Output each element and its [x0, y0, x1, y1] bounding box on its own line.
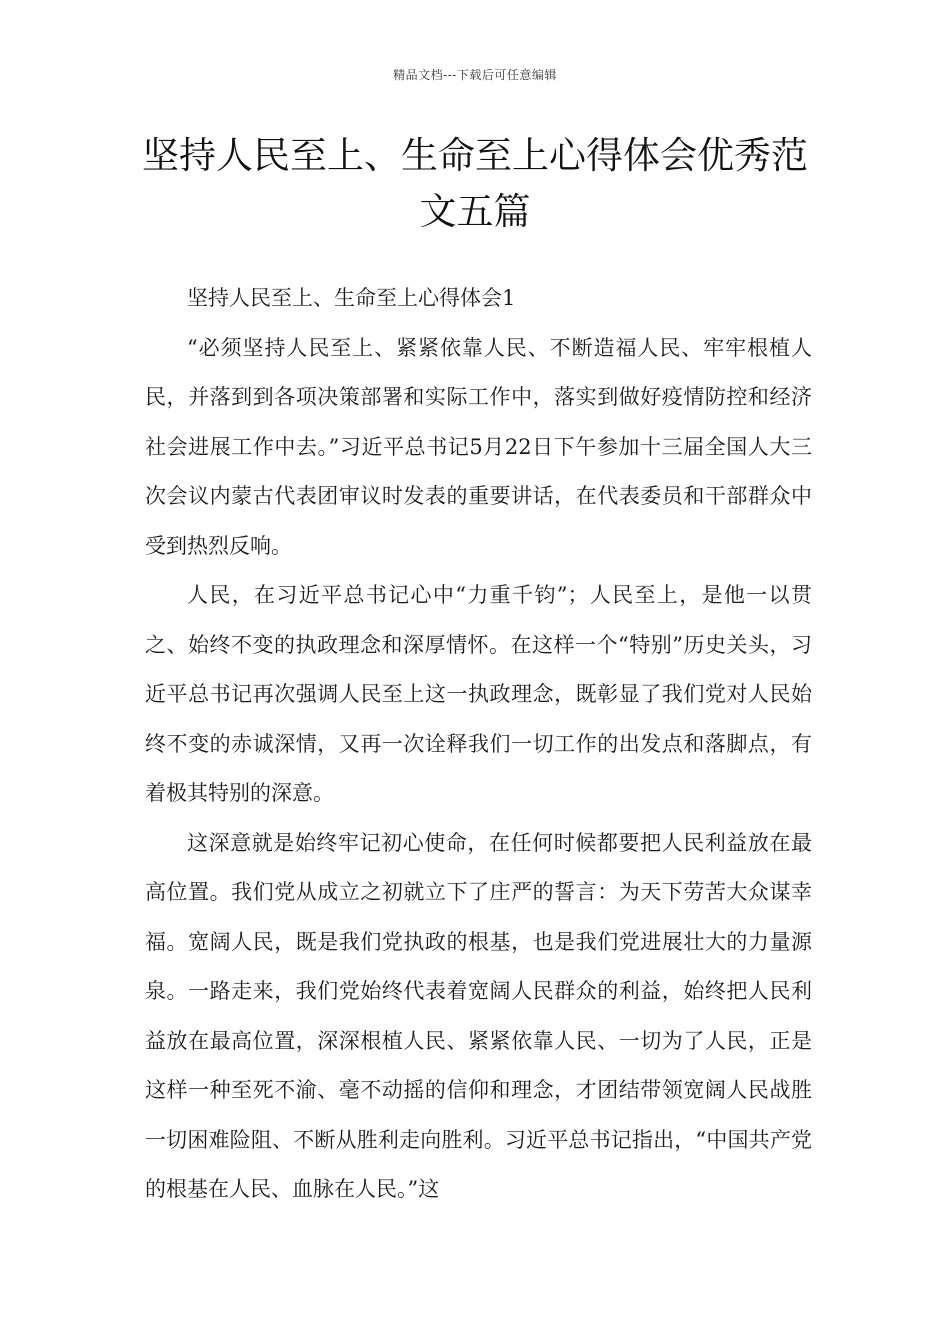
header-note: 精品文档---下载后可任意编辑 — [393, 68, 557, 82]
paragraph-3: 这深意就是始终牢记初心使命，在任何时候都要把人民利益放在最高位置。我们党从成立之初就立下了庄严的誓言：为天下劳苦大众谋幸福。宽阔人民，既是我们党执政的根基，也是我们党进展壮大的力量源泉。一路走来，我们党始终代表着宽阔人民群众的利益，始终把人民利益放在最高位置，深深根植人民、紧紧依靠人民、一切为了人民，正是这样一种至死不渝、毫不动摇的信仰和理念，才团结带领宽阔人民战胜一切困难险阻、不断从胜利走向胜利。习近平总书记指出，“中国共产党的根基在人民、血脉在人民。”这 — [145, 830, 812, 1201]
document-body — [145, 274, 812, 1215]
paragraph-2: 人民，在习近平总书记心中“力重千钧”；人民至上，是他一以贯之、始终不变的执政理念和深厚情怀。在这样一个“特别”历史关头，习近平总书记再次强调人民至上这一执政理念，既彰显了我们党对人民始终不变的赤诚深情，又再一次诠释我们一切工作的出发点和落脚点，有着极其特别的深意。 — [145, 583, 812, 805]
document-title: 坚持人民至上、生命至上心得体会优秀范文五篇 — [142, 134, 808, 233]
paragraph-1: “必须坚持人民至上、紧紧依靠人民、不断造福人民、牢牢根植人民，并落到到各项决策部署和实际工作中，落实到做好疫情防控和经济社会进展工作中去。”习近平总书记5月22日下午参加十三届全国人大三次会议内蒙古代表团审议时发表的重要讲话，在代表委员和干部群众中受到热烈反响。 — [145, 335, 812, 558]
section-heading: 坚持人民至上、生命至上心得体会1 — [187, 286, 516, 310]
